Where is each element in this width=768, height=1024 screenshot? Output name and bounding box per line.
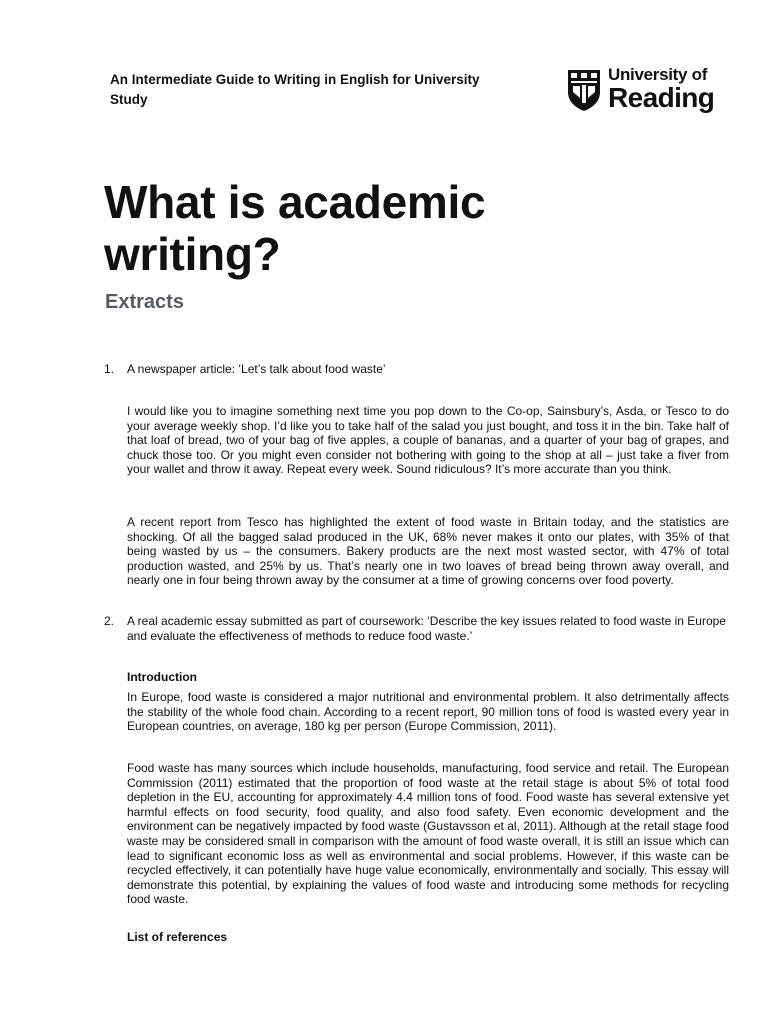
references-heading: List of references	[127, 930, 228, 944]
crest-icon	[566, 68, 602, 112]
university-logo	[566, 66, 736, 118]
item-label-1: A newspaper article: ‘Let’s talk about food waste’	[127, 362, 386, 376]
introduction-heading: Introduction	[127, 670, 197, 684]
guide-title: An Intermediate Guide to Writing in English for University Study	[110, 72, 480, 107]
page-subtitle: Extracts	[105, 291, 184, 313]
item2-paragraph-2: Food waste has many sources which include households, manufacturing, food service and retail. The European Commission (2011) estimated that the proportion of food waste at the retail stage is about 5% of total food depletion in the EU, accounting for approximately 4.4 million tons of food. Food waste has several extensive yet harmful effects on food security, food quality, and also food safety. Even economic development and the environment can be negatively impacted by food waste (Gustavsson et al, 2011). Although at the retail stage food waste may be considered small in comparison with the amount of food waste overall, it is still an issue which can lead to significant economic loss as well as environmental and social problems. However, if this waste can be recycled effectively, it can potentially have huge value economically, environmentally and socially. This essay will demonstrate this potential, by explaining the values of food waste and introducing some methods for recycling food waste.	[127, 761, 729, 907]
item-number-2: 2.	[104, 614, 115, 628]
item1-paragraph-1: I would like you to imagine something next time you pop down to the Co-op, Sainsbury’s, Asda, or Tesco to do your average weekly shop. I’d like you to take half of the salad you just bought, and toss it in the bin. Take half of that loaf of bread, two of your bag of five apples, a couple of bananas, and a quarter of your bag of grapes, and chuck those too. Or you might even consider not bothering with going to the shop at all – just take a fiver from your wallet and throw it away. Repeat every week. Sound ridiculous? It’s more accurate than you think.	[127, 404, 729, 477]
logo-text-line2: Reading	[608, 82, 715, 113]
item1-paragraph-2: A recent report from Tesco has highlighted the extent of food waste in Britain today, and the statistics are shocking. Of all the bagged salad produced in the UK, 68% never makes it onto our plates, with 35% of that being wasted by us – the consumers. Bakery products are the next most wasted sector, with 47% of total production wasted, and 25% by us. That’s nearly one in two loaves of bread being thrown away overall, and nearly one in four being thrown away by the consumer at a time of growing concerns over food poverty.	[127, 515, 729, 588]
page-title: What is academic writing?	[104, 176, 486, 280]
item-number-1: 1.	[104, 362, 115, 376]
item-label-2: A real academic essay submitted as part of coursework: ‘Describe the key issues related to food waste in Europe and evaluate the effectiveness of methods to reduce food waste.’	[127, 614, 726, 643]
logo-text-line1: University of	[608, 65, 708, 84]
item2-paragraph-1: In Europe, food waste is considered a major nutritional and environmental problem. It also detrimentally affects the stability of the whole food chain. According to a recent report, 90 million tons of food is wasted every year in European countries, on average, 180 kg per person (Europe Commission, 2011).	[127, 690, 729, 734]
